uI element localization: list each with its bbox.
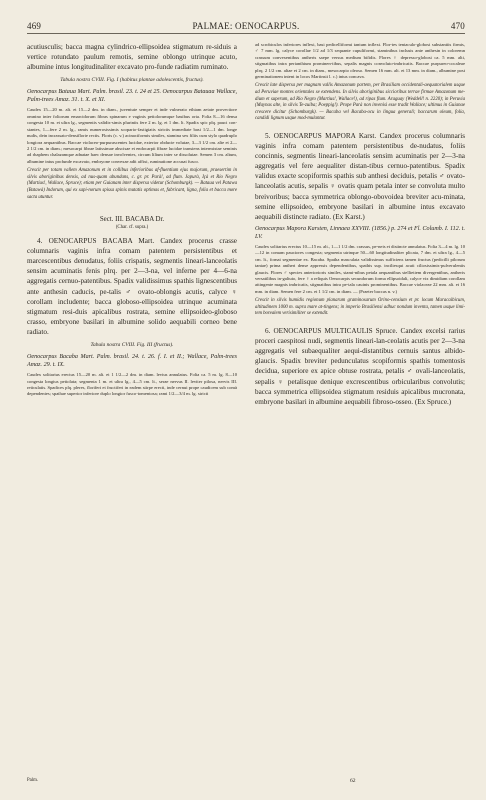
- distribution-note: Crescit late dispersa per magnam vallis Amazonum partem, per Brasiliam occidentali-aequatorialem usque ad Peruviae montes orientales se extendens. In silvis aboriginibus siccioribus terrae firmae Amazonum me-dium et superum, ad Rio Negro (Martius!, Wallace!), ad ripas flum. Araguay (Weddell! n. 2220); in Peruvia (Maynas alte, in silvis Te-zuiba; Poeppig!). Prope Parà non invenisi esse tradit Wallace; ultimus in Guianae crescere dicitur (Schomburgk). — Bacaba vel Bacaba-ocu in lingua generali; baccarum oleum, folia, candidi lignum usque mod-mulantur.: [255, 83, 465, 122]
- species-description: Caudex solitarius erectus 10—15 m. alt., 1—1 1/2 dm. crassus, pe-neis et distincte annulatus. Folia 3—4 m. lg. 10—12 in comam pauciores congesta; segmenta utrinque 50—60 longitudinaliter plicata, 7 dm. et ultra lg., 4—5 cm. lt., fornai segmentae ex. Bacaba. Spatha masculata validissimus sufficiens tamen fructus (pedicilli pilorum tantae) prima antheri dense appressis dependentibus, spathis sup. inciliesqui acuti ciliosissimis-pulverulentis glaucis. Flores ♂ species anteriorioris similes, stami-nibus petala aequantibus stellietiem divergentibus, antheris versatilibus in-galtuto, fere ♀ a reliquis Oenocarpis secundorum forma ellipsoidali, calyce vix dimidiam corollam attingente magnis imbricatis, stigmatibus intra pe-tala cauinis prominentibus. Baccae violaceae 22 mm. alt. et 16 mm. in diam. Semen fere 2 cm. et 1 1/2 cm. in diam. — (Praeter baccas n. v.): [255, 244, 466, 294]
- signature-mark: Palm.: [27, 778, 39, 783]
- synonymy: Oenocarpus Mapora Karsten, Linnaea XXVIII. (1856.) p. 274 et Fl. Columb. I. 112. t. LV.: [255, 225, 465, 240]
- running-header: [27, 21, 465, 32]
- right-column: [255, 42, 465, 410]
- species-diagnosis: 5. OENOCARPUS MAPORA Karst. Candex procerus columnaris vaginis infra comam patentem persistentibus de-nudatus, foliis concinnis, segmentis lineari-lanceolatis sensim acuminatis per 2—3-na aggregatis vel fere aequaliter distan-tibus cernuo-patentibus. Spadix validus exacte scopiformis spathis sub anthesi deciduis, petalis ♂ ovato-lanceolatis acutis, sepalis ♀ ovatis quam petala inter se convoluta multo breivoribus; bacca symmetrica oblongo-obovoidea breviter acu-minata, semine ellipsoideo, embryone basilari in albumine intus excavato aequabili distincte radiato. (Ex Karst.): [255, 132, 465, 221]
- plate-reference: Tabula nostra CVIII. Fig. III (fructus).: [90, 342, 174, 349]
- continuation-paragraph: acutiusculis; bacca magna cylindrico-ellipsoidea stigmatum re-siduis a vertice rotundato paulum remotis, semine oblongo utrinque acuto, albumine intus longitudinaliter excavato pro-funde radiatim ruminato.: [27, 43, 237, 72]
- species-description: ad scrobiculos inferiores inflexi, basi pedicelliformi tantum inflexi. Flor-tes tentaculo-globosi substantiis firmis, ♂ 7 mm. lg. calyce corollae 1/2 ad 1/3 sequante cupuliformi, staminibus inclusis ante anthesin in coloremn crassum convexentibus antheris saepe versus medium bifidis. Flores ♀ depresso-globosi ca. 5 mm. alti, stigmatibus intra perianthium prominen-tibus, sepalis magnis convoluto-imbricatis. Baccae purpureo-cocaleae plrq. 2 1/2 cm. altae et 2 cm. in diam., mesocarpio oleoso. Semen 16 mm. alt. et 13 mm. in diam., albumine post germinationem intent in locos Martinsii l. c.) intus concava.: [255, 42, 465, 80]
- left-column: [27, 42, 237, 401]
- section-heading: Sect. III. BACABA Dr.: [99, 216, 165, 224]
- species-description: Caudex solitarius erectus 15—20 m. alt. et 1 1/2—2 dm. in diam. levius annulatus. Folia ca. 5 m. lg. 8—10 congesta longius petiolata; segmenta 1 m. et ultra lg., 4—5 cm. lt., serae nervus II. leviter pilosa, nervis III. reticulatis. Spadices plq. pleres, floriferi et fructiferi in eadem stirpe erecti, inde cernui prope caudicem sub comà dependentes; spathae superior inferiore duplo longior fusco-tomentosa; rami 1/2—3/4 m. lg. stricti: [27, 372, 237, 397]
- distribution-note: Crescit per totam vallem Amazonum et in collibus inferioribus af-fluentium ejus majorum, praesertim in silvis aboriginibus densis, ad nus-quam abundans, c. gr. pr. Parà!, ad flum. Japurà, Içà et Rio Negro (Martius!, Wallace, Spruce); etiam per Guianam inter dispersa videtur (Schomburgk). — Bataua vel Patawa (Batawà) Indorum, qui ex sapi-norum spissa spinis mutatis optimas et, fabricant, ligna, folia et bacca more sacta utuntur.: [27, 168, 237, 200]
- page-number-left: 469: [27, 21, 42, 31]
- synonymy: Oenocarpus Bataua Mart. Palm. brasil. 23. t. 24 et 25. Oenocarpus Batauaa Wallace, Palm-trees Amaz. 31. t. X. et XI.: [27, 89, 237, 104]
- sheet-number: 62: [350, 778, 356, 784]
- synonymy: Oenocarpus Bacaba Mart. Palm. brasil. 24. t. 26. f. I. et II.; Wallace, Palm-trees Amaz. 29. t. IX.: [27, 354, 237, 369]
- header-rule: [27, 33, 465, 34]
- species-diagnosis: 4. OENOCARPUS BACABA Mart. Candex procerus crasse columnaris vaginis infra comam patentem persistentibus et marcescentibus denudatus, foliis crispatis, segmentis lineari-lanceolatis sensim acuminatis fenis plrq. per 2—3-na, vel inferne per 4—6-na aggregatis cernuo-patentibus. Spadix validissimus spathis lignescentibus ante anthesin caducis, pe-talis ♂ ovato-oblongis acutis, calyce ♀ corollam includente; bacca globoso-ellipsoidea utrinque acuminata stigmatum resi-duis apicalibus rostrata, semine ellipsoideo-globoso crasso, embryone basilari in albumine solido aequabili corneo bene radiato.: [27, 237, 237, 336]
- species-description: Caudex 15—20 m. alt. et 15—2 dm. in diam., juventute semper et inde vulnerato ethiam aetate provectiore omnino inter foliorum emarcidorum fibras spinarum e vaginis petiolorumque basibus orta. Folia 8—16 densa congesta 10 m. et ultra lg., segmentis validis-simis pluriniis fere 2 m. lg. et 1 dm. lt. Spadix spic plq. pauci con-stantes, 1—fere 2 m. lg., ramis numerosissimis scopario-fastigiatis strictis immediate basi 1/2—1 dm. longe nudis, dein incrassato-densiflorie rectis. Floris (c. v.) acinaciformis similes, stamina sex filiis cum stylo quadruplo longiora aequantibus. Baccae violaceo-purpurascentes lucidae, exterior obducte volutae, 3—3 1/2 cm. alte et 2—2 1/2 cm. in diam.; mesocarpi fibrae latissimae abscisae et endocarpii fibrae lucidae transiens intermixtae seminis ad rhaphem chalazamque adnatae haec densae involventes, circum lilium inter se dissolutae. Semen 3 cm. altum, albumine intus profunde excavato, embryone convexae adit affixi, ruminatione accusat fusco.: [27, 107, 237, 164]
- running-title: PALMAE: OENOCARPUS.: [192, 21, 300, 31]
- page-number-right: 470: [450, 21, 465, 31]
- distribution-note: Crescit in silvis humidis regionum planarum graminosarum Orino-censium et pr. locum Maracaibicum, altitudinem 1000 m. supra mare at-tingens; in imperio Brasiliensi adhuc nondum inventa, tamen usque limi-tem borealem verisimiliter se extendit.: [255, 298, 465, 317]
- plate-reference: Tabula nostra CVIII. Fig. I (habitus plantae adolescentis, fructus).: [60, 77, 204, 84]
- section-subheading: (Char. cf. supra.): [115, 225, 149, 231]
- species-diagnosis: 6. OENOCARPUS MULTICAULIS Spruce. Candex excelsi rarius proceri caespitosi nudi, segmentis lineari-lan-ceolatis acutis per 2—3-na aggregatis vel subaequaliter aequi-distantibus cernuis santus albido-glaucis. Spadix breviter pedunculatus scopiformis spathis tomentosis decidua, superiore ex apice obtuse rostrata, petalis ♂ ovali-lanceolatis, sepalis ♀ petalisque denique excrescentibus orbicularibus convolutis; bacca symmetrica ellipsoidea stigmatum residuis apicalibus mucronata, embryone basilari in albumine aequabili fibroso-osseo. (Ex Spruce.): [255, 327, 465, 406]
